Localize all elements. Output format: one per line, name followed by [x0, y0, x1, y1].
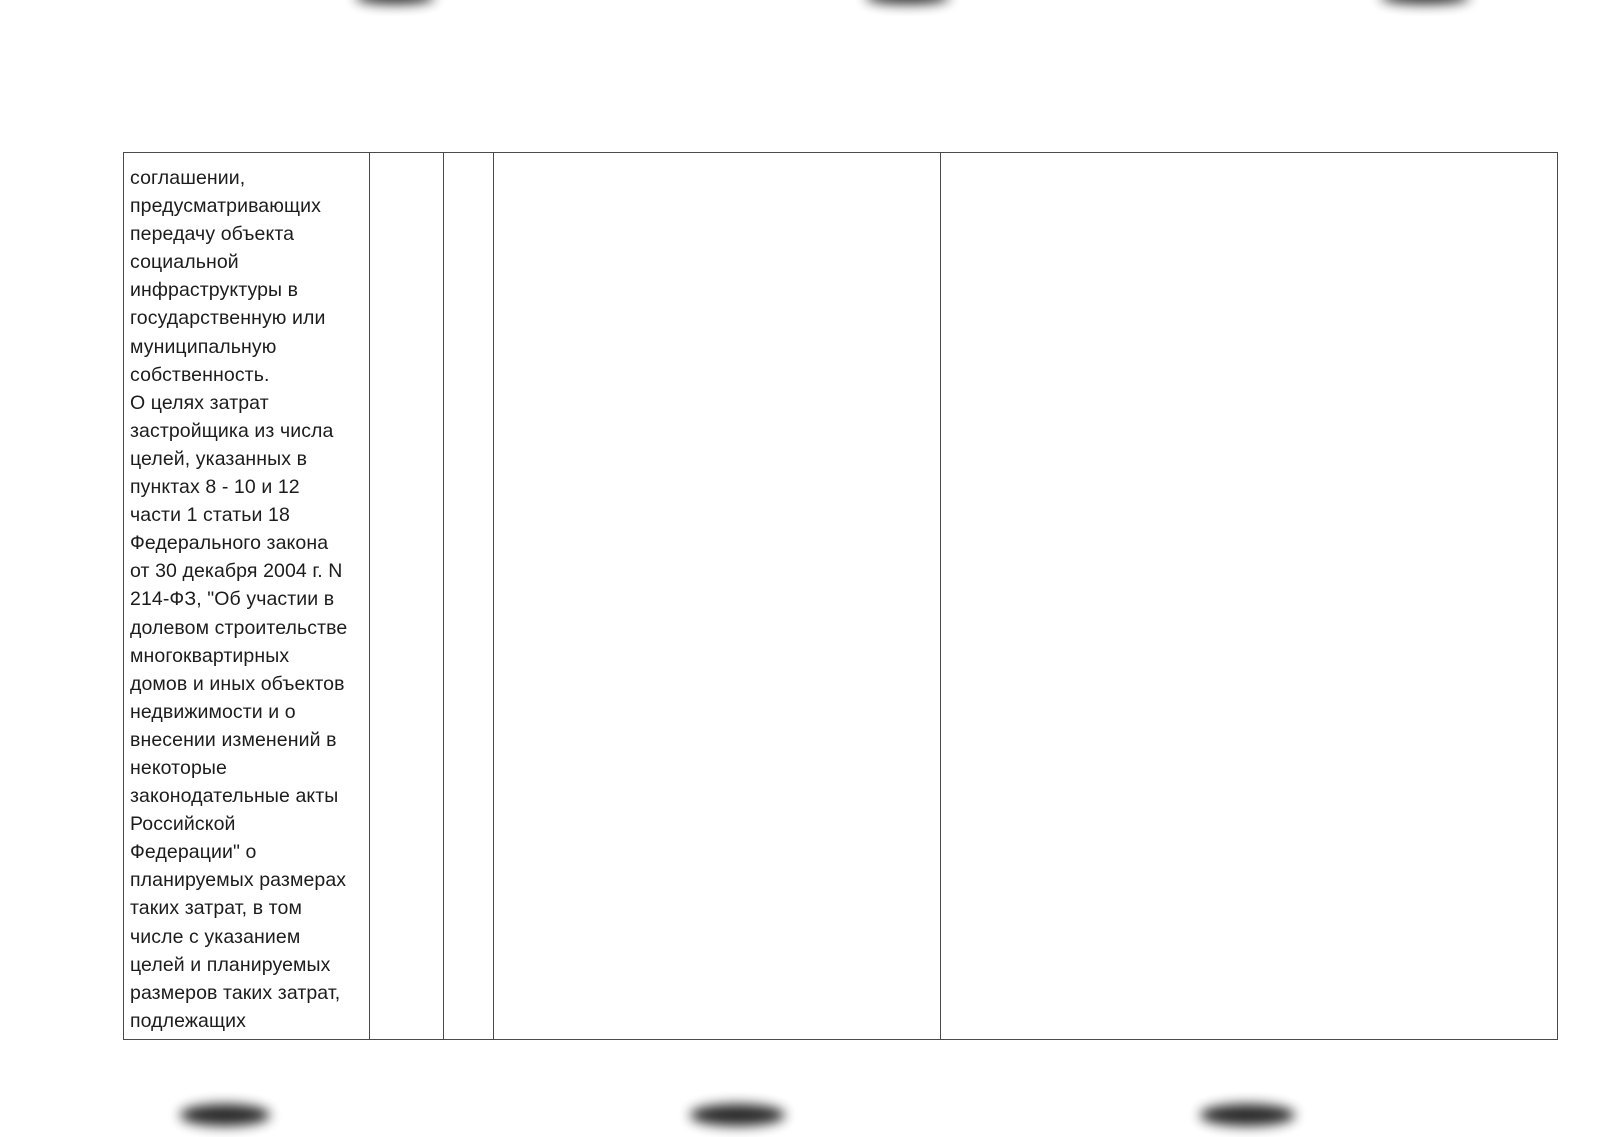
text-line: целей и планируемых: [130, 953, 331, 976]
text-line: передачу объекта: [130, 223, 295, 246]
scan-smudge: [355, 0, 435, 4]
text-line: законодательные акты: [130, 785, 339, 808]
text-line: пунктах 8 - 10 и 12: [130, 476, 300, 499]
text-line: числе с указанием: [130, 925, 301, 948]
scan-smudge: [865, 0, 950, 4]
text-line: таких затрат, в том: [130, 897, 302, 920]
table-cell-empty: [494, 153, 941, 1040]
table-cell-empty: [941, 153, 1558, 1040]
text-line: социальной: [130, 251, 239, 274]
text-line: недвижимости и о: [130, 700, 296, 723]
text-line: 214-ФЗ, "Об участии в: [130, 588, 335, 611]
table-cell-description: [124, 153, 370, 1040]
scan-smudge: [180, 1104, 270, 1126]
text-line: многоквартирных: [130, 644, 290, 667]
text-line: планируемых размерах: [130, 869, 347, 892]
text-line: части 1 статьи 18: [130, 504, 290, 527]
cell-text: [124, 153, 369, 1035]
table-row: [124, 153, 1558, 1040]
text-line: внесении изменений в: [130, 728, 337, 751]
text-line: предусматривающих: [130, 195, 321, 218]
text-line: собственность.: [130, 363, 270, 386]
table-cell-empty: [370, 153, 444, 1040]
text-line: от 30 декабря 2004 г. N: [130, 560, 343, 583]
table-cell-empty: [444, 153, 494, 1040]
text-line: застройщика из числа: [130, 419, 334, 442]
text-line: соглашении,: [130, 167, 246, 189]
text-line: инфраструктуры в: [130, 279, 299, 302]
document-table: [123, 152, 1558, 1040]
text-line: некоторые: [130, 756, 227, 779]
text-line: государственную или: [130, 307, 326, 330]
text-line: Российской: [130, 813, 236, 836]
text-line: подлежащих: [130, 1009, 246, 1032]
text-line: Федерального закона: [130, 532, 329, 555]
scan-smudge: [690, 1104, 785, 1126]
text-line: Федерации" о: [130, 841, 257, 864]
text-line: долевом строительстве: [130, 616, 348, 639]
text-line: домов и иных объектов: [130, 672, 345, 695]
text-line: размеров таких затрат,: [130, 981, 341, 1004]
scan-smudge: [1200, 1104, 1295, 1126]
scan-smudge: [1380, 0, 1470, 4]
text-line: О целях затрат: [130, 391, 269, 414]
text-line: муниципальную: [130, 335, 277, 358]
text-line: целей, указанных в: [130, 447, 308, 470]
